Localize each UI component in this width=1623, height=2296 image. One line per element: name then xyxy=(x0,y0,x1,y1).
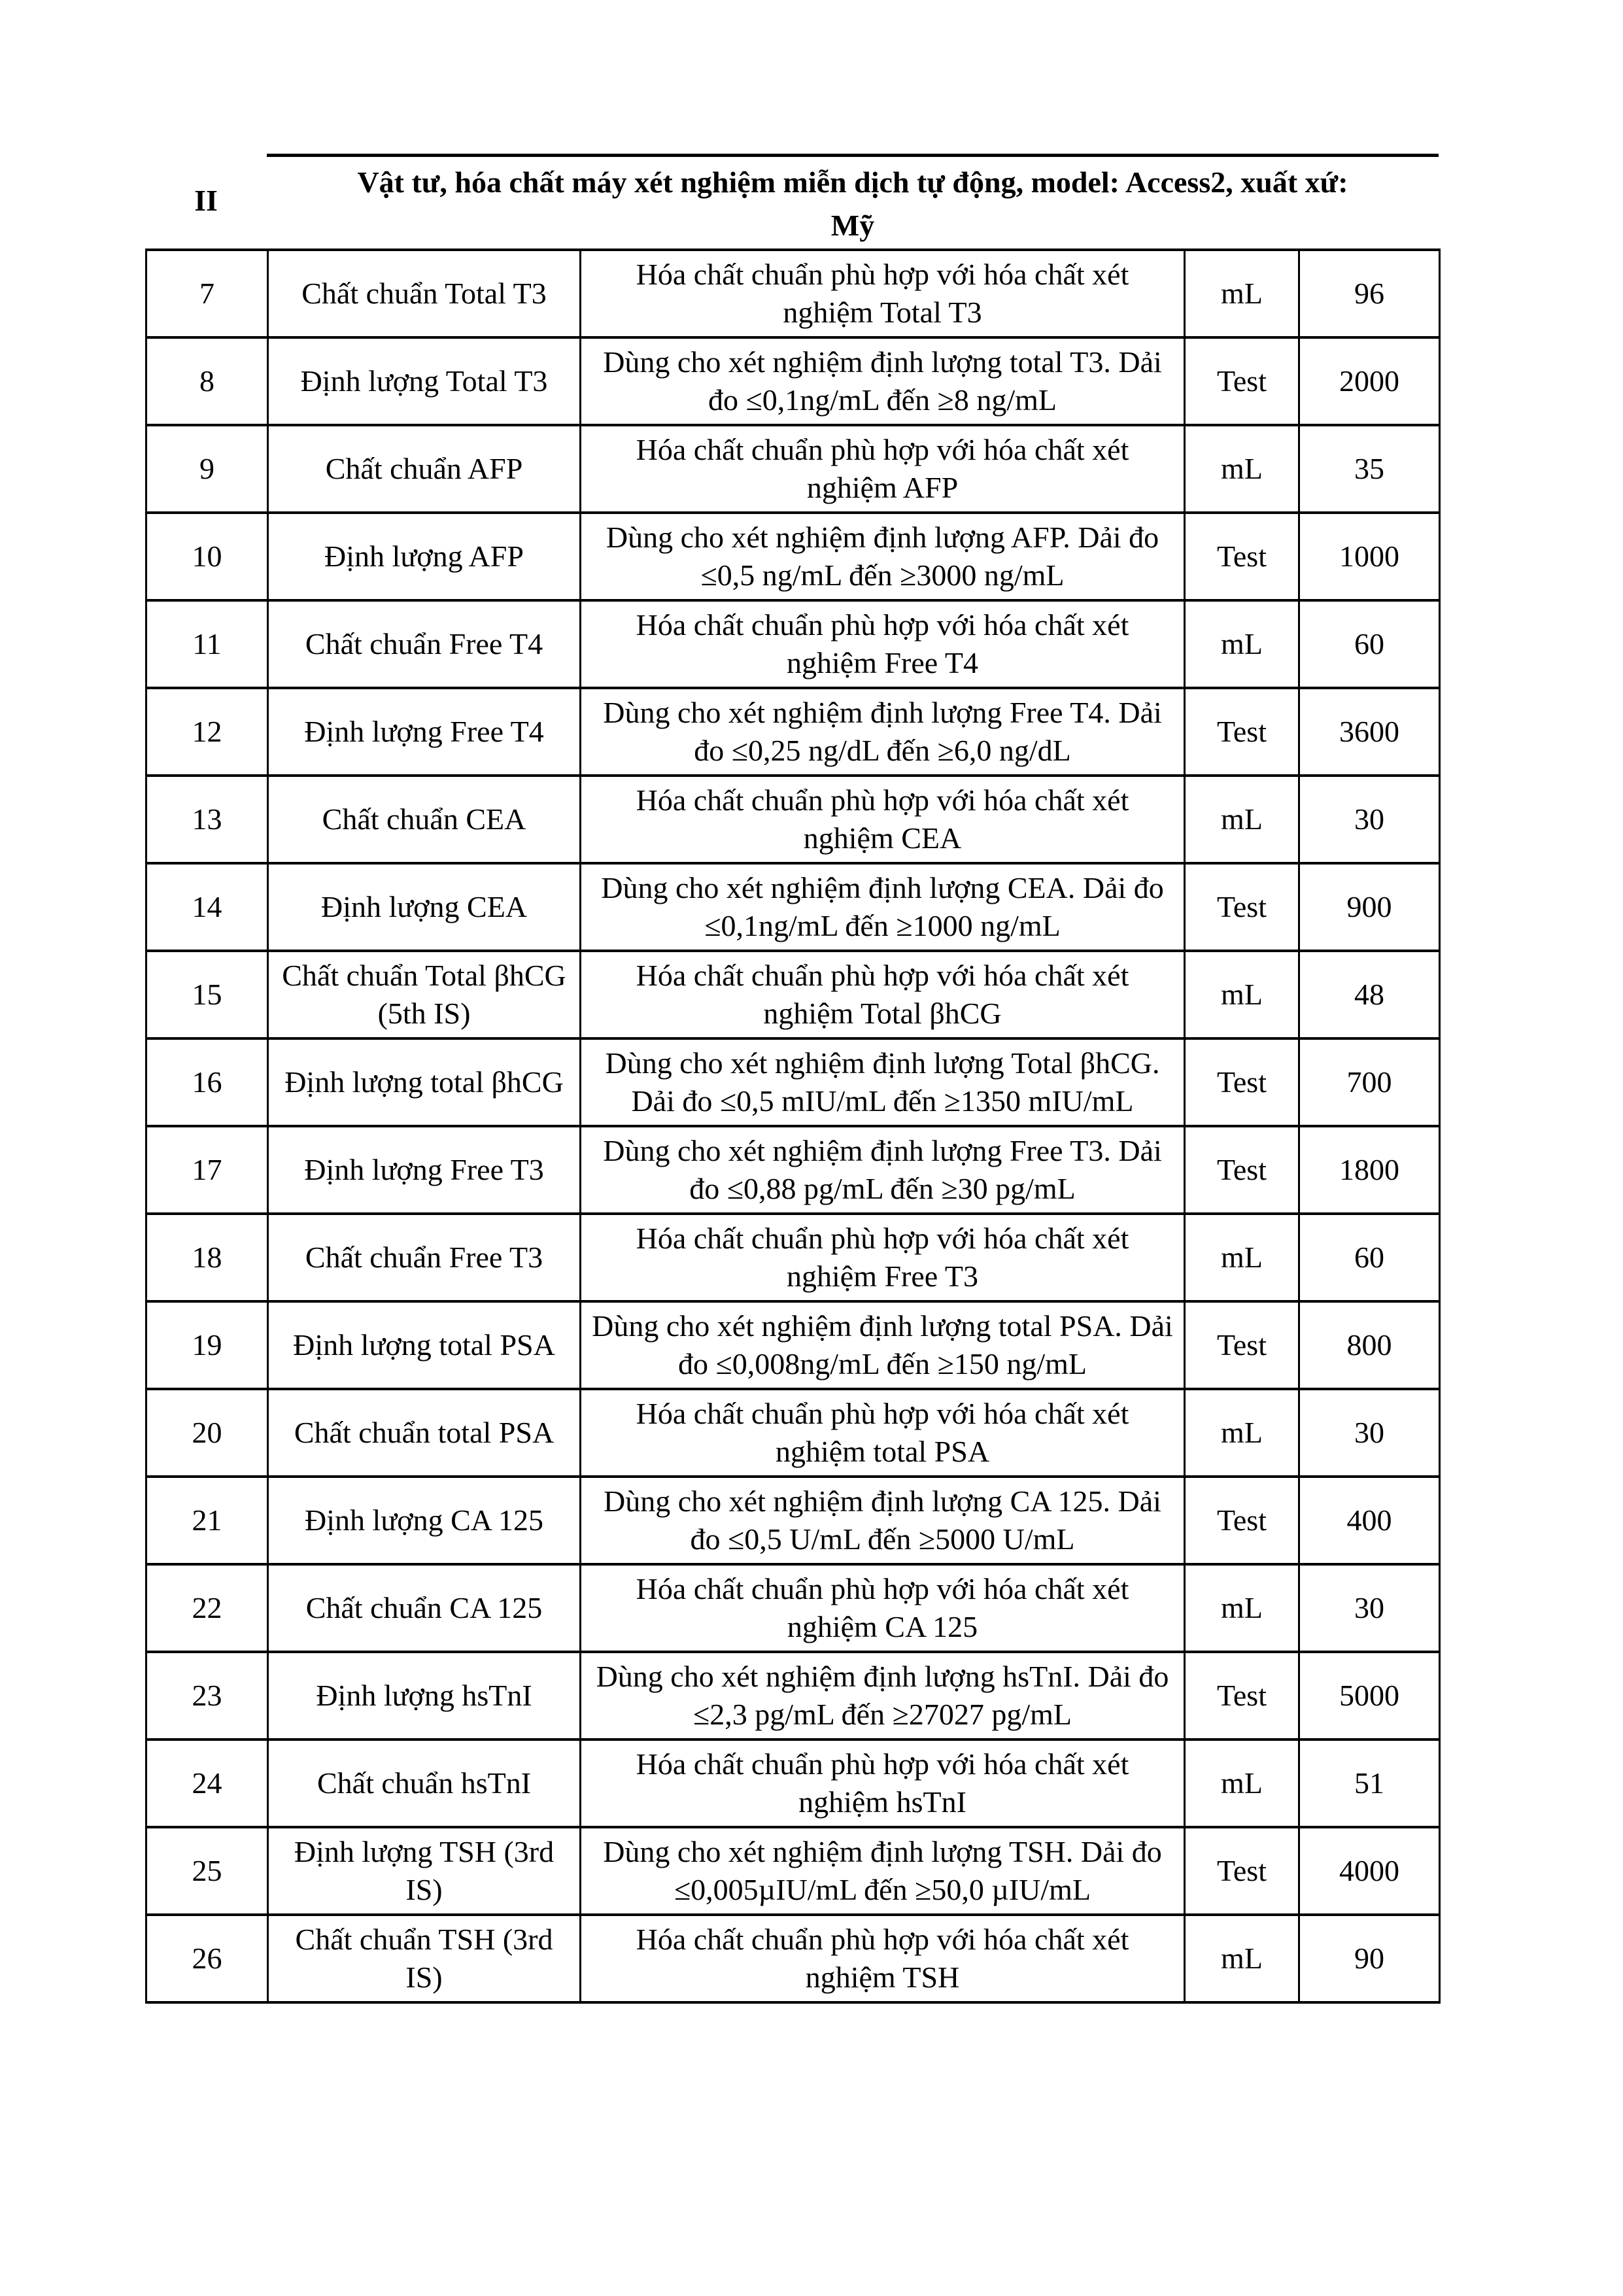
item-description-cell: Dùng cho xét nghiệm định lượng TSH. Dải đo ≤0,005µIU/mL đến ≥50,0 µIU/mL xyxy=(581,1827,1185,1915)
item-description-cell: Dùng cho xét nghiệm định lượng CA 125. Dải đo ≤0,5 U/mL đến ≥5000 U/mL xyxy=(581,1477,1185,1564)
quantity-cell: 900 xyxy=(1299,863,1440,951)
quantity-cell: 700 xyxy=(1299,1038,1440,1126)
item-description-cell: Dùng cho xét nghiệm định lượng total T3. Dải đo ≤0,1ng/mL đến ≥8 ng/mL xyxy=(581,337,1185,425)
item-name-cell: Chất chuẩn Total T3 xyxy=(268,250,581,337)
item-name-cell: Định lượng CEA xyxy=(268,863,581,951)
quantity-cell: 48 xyxy=(1299,951,1440,1038)
table-row xyxy=(146,688,1440,776)
table-row xyxy=(146,1915,1440,2002)
section-number: II xyxy=(194,183,218,217)
item-name-cell: Chất chuẩn CA 125 xyxy=(268,1564,581,1652)
section-title-line-2: Mỹ xyxy=(830,209,875,242)
section-title-line-1: Vật tư, hóa chất máy xét nghiệm miễn dịch tự động, model: Access2, xuất xứ: xyxy=(357,165,1348,199)
quantity-cell: 1000 xyxy=(1299,513,1440,600)
unit-cell: mL xyxy=(1185,1389,1299,1477)
item-name-cell: Định lượng TSH (3rd IS) xyxy=(268,1827,581,1915)
quantity-cell: 51 xyxy=(1299,1739,1440,1827)
quantity-cell: 90 xyxy=(1299,1915,1440,2002)
unit-cell: mL xyxy=(1185,425,1299,513)
item-name-cell: Chất chuẩn Free T3 xyxy=(268,1214,581,1301)
item-description-cell: Hóa chất chuẩn phù hợp với hóa chất xét nghiệm Free T4 xyxy=(581,600,1185,688)
unit-cell: Test xyxy=(1185,337,1299,425)
document-page xyxy=(145,154,1439,2004)
item-name-cell: Chất chuẩn hsTnI xyxy=(268,1739,581,1827)
unit-cell: mL xyxy=(1185,776,1299,863)
table-row xyxy=(146,1038,1440,1126)
item-name-cell: Chất chuẩn Total βhCG (5th IS) xyxy=(268,951,581,1038)
row-number-cell: 22 xyxy=(146,1564,268,1652)
quantity-cell: 60 xyxy=(1299,600,1440,688)
supplies-table-body xyxy=(146,250,1440,2002)
row-number-cell: 16 xyxy=(146,1038,268,1126)
table-row xyxy=(146,863,1440,951)
unit-cell: mL xyxy=(1185,600,1299,688)
quantity-cell: 4000 xyxy=(1299,1827,1440,1915)
table-row xyxy=(146,1477,1440,1564)
table-row xyxy=(146,776,1440,863)
quantity-cell: 3600 xyxy=(1299,688,1440,776)
item-description-cell: Dùng cho xét nghiệm định lượng AFP. Dải đo ≤0,5 ng/mL đến ≥3000 ng/mL xyxy=(581,513,1185,600)
table-row xyxy=(146,337,1440,425)
row-number-cell: 25 xyxy=(146,1827,268,1915)
row-number-cell: 9 xyxy=(146,425,268,513)
item-description-cell: Dùng cho xét nghiệm định lượng hsTnI. Dải đo ≤2,3 pg/mL đến ≥27027 pg/mL xyxy=(581,1652,1185,1739)
table-row xyxy=(146,1214,1440,1301)
quantity-cell: 5000 xyxy=(1299,1652,1440,1739)
table-row xyxy=(146,1564,1440,1652)
quantity-cell: 2000 xyxy=(1299,337,1440,425)
item-description-cell: Hóa chất chuẩn phù hợp với hóa chất xét nghiệm Free T3 xyxy=(581,1214,1185,1301)
row-number-cell: 10 xyxy=(146,513,268,600)
row-number-cell: 11 xyxy=(146,600,268,688)
item-description-cell: Hóa chất chuẩn phù hợp với hóa chất xét nghiệm Total T3 xyxy=(581,250,1185,337)
unit-cell: mL xyxy=(1185,1915,1299,2002)
item-description-cell: Dùng cho xét nghiệm định lượng Free T4. Dải đo ≤0,25 ng/dL đến ≥6,0 ng/dL xyxy=(581,688,1185,776)
table-row xyxy=(146,1389,1440,1477)
item-description-cell: Hóa chất chuẩn phù hợp với hóa chất xét nghiệm hsTnI xyxy=(581,1739,1185,1827)
row-number-cell: 18 xyxy=(146,1214,268,1301)
item-description-cell: Dùng cho xét nghiệm định lượng total PSA. Dải đo ≤0,008ng/mL đến ≥150 ng/mL xyxy=(581,1301,1185,1389)
row-number-cell: 7 xyxy=(146,250,268,337)
unit-cell: mL xyxy=(1185,1739,1299,1827)
row-number-cell: 24 xyxy=(146,1739,268,1827)
quantity-cell: 30 xyxy=(1299,1564,1440,1652)
table-row xyxy=(146,1652,1440,1739)
section-number-cell xyxy=(145,154,267,247)
table-row xyxy=(146,951,1440,1038)
item-name-cell: Định lượng Total T3 xyxy=(268,337,581,425)
unit-cell: Test xyxy=(1185,1038,1299,1126)
unit-cell: Test xyxy=(1185,513,1299,600)
unit-cell: mL xyxy=(1185,250,1299,337)
quantity-cell: 60 xyxy=(1299,1214,1440,1301)
unit-cell: Test xyxy=(1185,1477,1299,1564)
item-name-cell: Định lượng Free T4 xyxy=(268,688,581,776)
unit-cell: Test xyxy=(1185,1827,1299,1915)
supplies-table xyxy=(145,248,1441,2004)
unit-cell: mL xyxy=(1185,951,1299,1038)
quantity-cell: 1800 xyxy=(1299,1126,1440,1214)
item-name-cell: Định lượng total PSA xyxy=(268,1301,581,1389)
quantity-cell: 800 xyxy=(1299,1301,1440,1389)
item-name-cell: Định lượng hsTnI xyxy=(268,1652,581,1739)
quantity-cell: 35 xyxy=(1299,425,1440,513)
item-name-cell: Định lượng total βhCG xyxy=(268,1038,581,1126)
item-description-cell: Hóa chất chuẩn phù hợp với hóa chất xét nghiệm TSH xyxy=(581,1915,1185,2002)
row-number-cell: 13 xyxy=(146,776,268,863)
unit-cell: Test xyxy=(1185,863,1299,951)
quantity-cell: 30 xyxy=(1299,1389,1440,1477)
table-row xyxy=(146,250,1440,337)
row-number-cell: 26 xyxy=(146,1915,268,2002)
row-number-cell: 21 xyxy=(146,1477,268,1564)
item-name-cell: Định lượng AFP xyxy=(268,513,581,600)
section-header xyxy=(145,154,1439,247)
quantity-cell: 96 xyxy=(1299,250,1440,337)
item-name-cell: Định lượng Free T3 xyxy=(268,1126,581,1214)
table-row xyxy=(146,425,1440,513)
unit-cell: Test xyxy=(1185,1301,1299,1389)
table-row xyxy=(146,1739,1440,1827)
item-description-cell: Dùng cho xét nghiệm định lượng Free T3. Dải đo ≤0,88 pg/mL đến ≥30 pg/mL xyxy=(581,1126,1185,1214)
item-name-cell: Chất chuẩn AFP xyxy=(268,425,581,513)
row-number-cell: 20 xyxy=(146,1389,268,1477)
item-name-cell: Chất chuẩn TSH (3rd IS) xyxy=(268,1915,581,2002)
item-name-cell: Chất chuẩn CEA xyxy=(268,776,581,863)
item-description-cell: Hóa chất chuẩn phù hợp với hóa chất xét nghiệm CEA xyxy=(581,776,1185,863)
item-name-cell: Chất chuẩn total PSA xyxy=(268,1389,581,1477)
row-number-cell: 8 xyxy=(146,337,268,425)
quantity-cell: 30 xyxy=(1299,776,1440,863)
item-name-cell: Chất chuẩn Free T4 xyxy=(268,600,581,688)
quantity-cell: 400 xyxy=(1299,1477,1440,1564)
item-description-cell: Hóa chất chuẩn phù hợp với hóa chất xét nghiệm Total βhCG xyxy=(581,951,1185,1038)
table-row xyxy=(146,1827,1440,1915)
unit-cell: Test xyxy=(1185,1126,1299,1214)
unit-cell: mL xyxy=(1185,1564,1299,1652)
item-description-cell: Dùng cho xét nghiệm định lượng CEA. Dải đo ≤0,1ng/mL đến ≥1000 ng/mL xyxy=(581,863,1185,951)
table-row xyxy=(146,600,1440,688)
unit-cell: mL xyxy=(1185,1214,1299,1301)
row-number-cell: 23 xyxy=(146,1652,268,1739)
unit-cell: Test xyxy=(1185,688,1299,776)
item-description-cell: Dùng cho xét nghiệm định lượng Total βhCG. Dải đo ≤0,5 mIU/mL đến ≥1350 mIU/mL xyxy=(581,1038,1185,1126)
row-number-cell: 12 xyxy=(146,688,268,776)
table-row xyxy=(146,513,1440,600)
table-row xyxy=(146,1126,1440,1214)
unit-cell: Test xyxy=(1185,1652,1299,1739)
row-number-cell: 15 xyxy=(146,951,268,1038)
item-description-cell: Hóa chất chuẩn phù hợp với hóa chất xét nghiệm total PSA xyxy=(581,1389,1185,1477)
item-name-cell: Định lượng CA 125 xyxy=(268,1477,581,1564)
item-description-cell: Hóa chất chuẩn phù hợp với hóa chất xét nghiệm CA 125 xyxy=(581,1564,1185,1652)
row-number-cell: 17 xyxy=(146,1126,268,1214)
item-description-cell: Hóa chất chuẩn phù hợp với hóa chất xét nghiệm AFP xyxy=(581,425,1185,513)
section-title-cell xyxy=(267,154,1439,247)
table-row xyxy=(146,1301,1440,1389)
row-number-cell: 14 xyxy=(146,863,268,951)
row-number-cell: 19 xyxy=(146,1301,268,1389)
